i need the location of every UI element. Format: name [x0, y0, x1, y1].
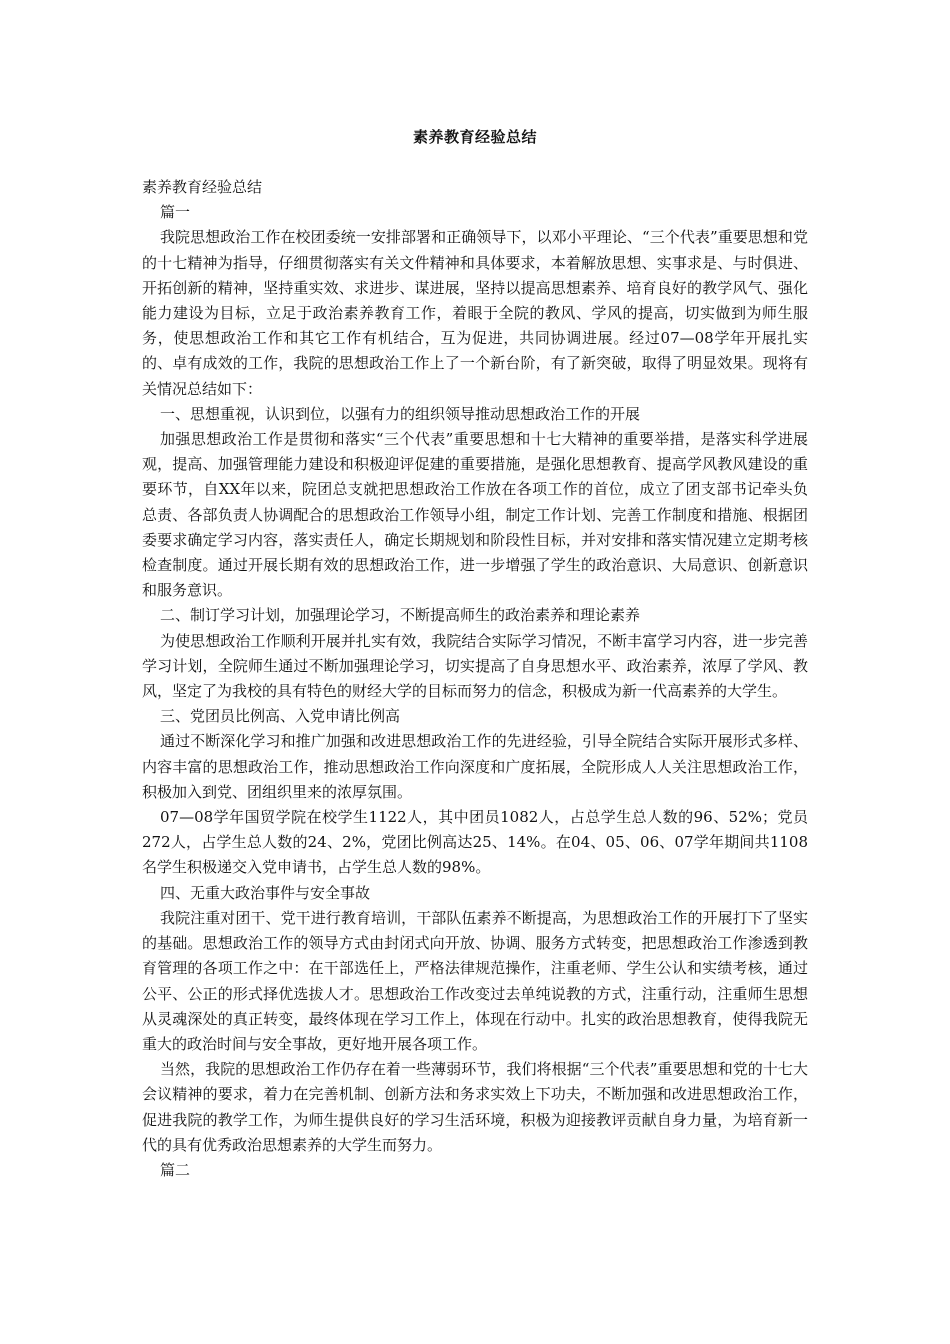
document-body	[142, 175, 808, 1183]
paragraph-conclusion: 当然，我院的思想政治工作仍存在着一些薄弱环节，我们将根据“三个代表”重要思想和党的十七大会议精神的要求，着力在完善机制、创新方法和务求实效上下功夫，不断加强和改进思想政治工作，促进我院的教学工作，为师生提供良好的学习生活环境，积极为迎接教评贡献自身力量，为培育新一代的具有优秀政治思想素养的大学生而努力。	[142, 1060, 808, 1154]
document-title: 素养教育经验总结	[412, 128, 537, 146]
paragraph-section-1: 加强思想政治工作是贯彻和落实“三个代表”重要思想和十七大精神的重要举措，是落实科学进展观，提高、加强管理能力建设和积极迎评促建的重要措施，是强化思想教育、提高学风教风建设的重要环节，自XX年以来，院团总支就把思想政治工作放在各项工作的首位，成立了团支部书记牵头负总责、各部负责人协调配合的思想政治工作领导小组，制定工作计划、完善工作制度和措施、根据团委要求确定学习内容，落实责任人，确定长期规划和阶段性目标，并对安排和落实情况建立定期考核检查制度。通过开展长期有效的思想政治工作，进一步增强了学生的政治意识、大局意识、创新意识和服务意识。	[142, 430, 808, 600]
paragraph-section-3a: 通过不断深化学习和推广加强和改进思想政治工作的先进经验，引导全院结合实际开展形式多样、内容丰富的思想政治工作，推动思想政治工作向深度和广度拓展，全院形成人人关注思想政治工作，积极加入到党、团组织里来的浓厚氛围。	[142, 732, 808, 801]
paragraph-section-2: 为使思想政治工作顺利开展并扎实有效，我院结合实际学习情况，不断丰富学习内容，进一步完善学习计划，全院师生通过不断加强理论学习，切实提高了自身思想水平、政治素养，浓厚了学风、教风，坚定了为我校的具有特色的财经大学的目标而努力的信念，积极成为新一代高素养的大学生。	[142, 631, 808, 701]
document-subtitle: 素养教育经验总结	[142, 178, 263, 196]
paragraph-section-4: 我院注重对团干、党干进行教育培训，干部队伍素养不断提高，为思想政治工作的开展打下了坚实的基础。思想政治工作的领导方式由封闭式向开放、协调、服务方式转变，把思想政治工作渗透到教育管理的各项工作之中：在干部选任上，严格法律规范操作，注重老师、学生公认和实绩考核，通过公平、公正的形式择优选拔人才。思想政治工作改变过去单纯说教的方式，注重行动，注重师生思想从灵魂深处的真正转变，最终体现在学习工作上，体现在行动中。扎实的政治思想教育，使得我院无重大的政治时间与安全事故，更好地开展各项工作。	[142, 908, 808, 1053]
paragraph-section-3b: 07—08学年国贸学院在校学生1122人，其中团员1082人，占总学生总人数的96、52%；党员272人，占学生总人数的24、2%，党团比例高达25、14%。在04、05、06、07学年期间共1108名学生积极递交入党申请书，占学生总人数的98%。	[142, 808, 808, 877]
section-heading-part-one: 篇一	[160, 203, 191, 222]
section-heading-3: 三、党团员比例高、入党申请比例高	[160, 707, 401, 726]
section-heading-1: 一、思想重视，认识到位，以强有力的组织领导推动思想政治工作的开展	[160, 404, 641, 423]
paragraph-intro: 我院思想政治工作在校团委统一安排部署和正确领导下，以邓小平理论、“三个代表”重要思想和党的十七精神为指导，仔细贯彻落实有关文件精神和具体要求，本着解放思想、实事求是、与时俱进、开拓创新的精神，坚持重实效、求进步、谋进展，坚持以提高思想素养、培育良好的教学风气、强化能力建设为目标，立足于政治素养教育工作，着眼于全院的教风、学风的提高，切实做到为师生服务，使思想政治工作和其它工作有机结合，互为促进，共同协调进展。经过07—08学年开展扎实的、卓有成效的工作，我院的思想政治工作上了一个新台阶，有了新突破，取得了明显效果。现将有关情况总结如下：	[142, 228, 808, 398]
section-heading-2: 二、制订学习计划，加强理论学习，不断提高师生的政治素养和理论素养	[160, 606, 641, 625]
section-heading-4: 四、无重大政治事件与安全事故	[160, 883, 371, 902]
section-heading-part-two: 篇二	[160, 1160, 191, 1179]
